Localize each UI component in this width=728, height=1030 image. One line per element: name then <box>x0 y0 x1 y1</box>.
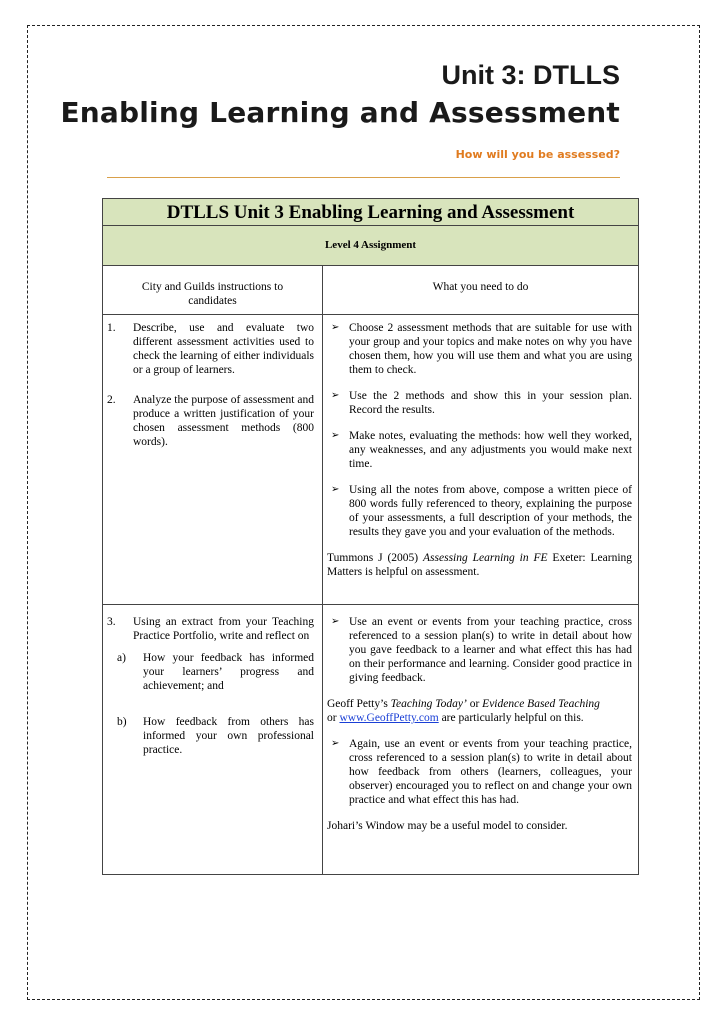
petty-or: or <box>466 698 483 710</box>
sub-item-text: How feedback from others has informed your own professional practice. <box>143 716 314 756</box>
item-text: Analyze the purpose of assessment and produce a written justification of your chosen assessment methods (800 words). <box>133 394 314 448</box>
ref-rest: Exeter: Learning Matters is helpful on assessment. <box>327 552 633 578</box>
col-header-instructions: City and Guilds instructions to candidates <box>103 266 323 315</box>
sub-item-text: How your feedback has informed your learners’ progress and achievement; and <box>143 652 314 692</box>
reference-note <box>327 551 632 579</box>
column-header-row <box>103 266 639 315</box>
sub-list-item <box>117 651 314 693</box>
arrow-bullet-icon: ➢ <box>331 390 340 401</box>
list-item <box>327 483 632 539</box>
list-item <box>107 615 314 643</box>
title-line-1: Unit 3: DTLLS <box>441 60 620 90</box>
bullet-text: Make notes, evaluating the methods: how well they worked, any weaknesses, and any adjustments you would make next time. <box>349 430 632 470</box>
table-caption-row <box>103 199 639 226</box>
petty-book-1: Teaching Today’ <box>390 698 467 710</box>
petty-author: Geoff Petty’s <box>327 698 391 710</box>
list-item <box>327 389 632 417</box>
bullet-text: Again, use an event or events from your teaching practice, cross referenced to a session plan(s) to write in detail about how feedback from others (learners, colleagues, your observer) encouraged you to reflect on and change your own practice and what effect this has had. <box>349 738 632 806</box>
sub-list-item <box>117 715 314 757</box>
col-header-what-to-do: What you need to do <box>323 266 639 315</box>
todo-cell-2 <box>323 605 639 875</box>
item-text: Describe, use and evaluate two different assessment activities used to check the learning of either individuals or a group of learners. <box>133 322 314 376</box>
item-number: 1. <box>107 322 116 334</box>
arrow-bullet-icon: ➢ <box>331 616 340 627</box>
level-label: Level 4 Assignment <box>103 226 639 266</box>
petty-or-2: or <box>327 712 340 724</box>
assignment-table <box>102 198 639 875</box>
table-row <box>103 315 639 605</box>
bullet-text: Use an event or events from your teaching practice, cross referenced to a session plan(s) to write in detail about how you gave feedback to a learner and what effect this has had on their performance and learning. Consider good practice in giving feedback. <box>349 616 632 684</box>
instructions-cell-1 <box>103 315 323 605</box>
list-item <box>107 321 314 377</box>
petty-book-2: Evidence Based Teaching <box>482 698 600 710</box>
petty-reference <box>327 697 632 725</box>
level-row <box>103 226 639 266</box>
ref-author: Tummons J (2005) <box>327 552 424 564</box>
todo-cell-1 <box>323 315 639 605</box>
list-item <box>327 615 632 685</box>
bullet-text: Using all the notes from above, compose a written piece of 800 words fully referenced to theory, explaining the purpose of your assessments, a full description of your methods, the results they gave you and your evaluation of the methods. <box>349 484 632 538</box>
list-item <box>327 321 632 377</box>
table-row <box>103 605 639 875</box>
bullet-text: Use the 2 methods and show this in your session plan. Record the results. <box>349 390 632 416</box>
item-text: Using an extract from your Teaching Practice Portfolio, write and reflect on <box>133 616 314 642</box>
arrow-bullet-icon: ➢ <box>331 484 340 495</box>
geoffpetty-link[interactable]: www.GeoffPetty.com <box>339 712 439 724</box>
sub-item-letter: b) <box>117 716 127 728</box>
table-caption: DTLLS Unit 3 Enabling Learning and Assessment <box>103 199 639 226</box>
header-rule <box>107 177 620 178</box>
ref-title: Assessing Learning in FE <box>423 552 548 564</box>
arrow-bullet-icon: ➢ <box>331 322 340 333</box>
arrow-bullet-icon: ➢ <box>331 738 340 749</box>
sub-item-letter: a) <box>117 652 126 664</box>
johari-note: Johari’s Window may be a useful model to consider. <box>327 820 568 832</box>
petty-rest: are particularly helpful on this. <box>438 712 584 724</box>
subtitle: How will you be assessed? <box>455 148 620 161</box>
title-line-2: Enabling Learning and Assessment <box>60 96 620 129</box>
instructions-cell-2 <box>103 605 323 875</box>
list-item <box>107 393 314 449</box>
item-number: 3. <box>107 616 116 628</box>
list-item <box>327 429 632 471</box>
item-number: 2. <box>107 394 116 406</box>
list-item <box>327 737 632 807</box>
arrow-bullet-icon: ➢ <box>331 430 340 441</box>
bullet-text: Choose 2 assessment methods that are suitable for use with your group and your topics and make notes on why you have chosen them, how you will use them and what you are using them to check. <box>349 322 632 376</box>
